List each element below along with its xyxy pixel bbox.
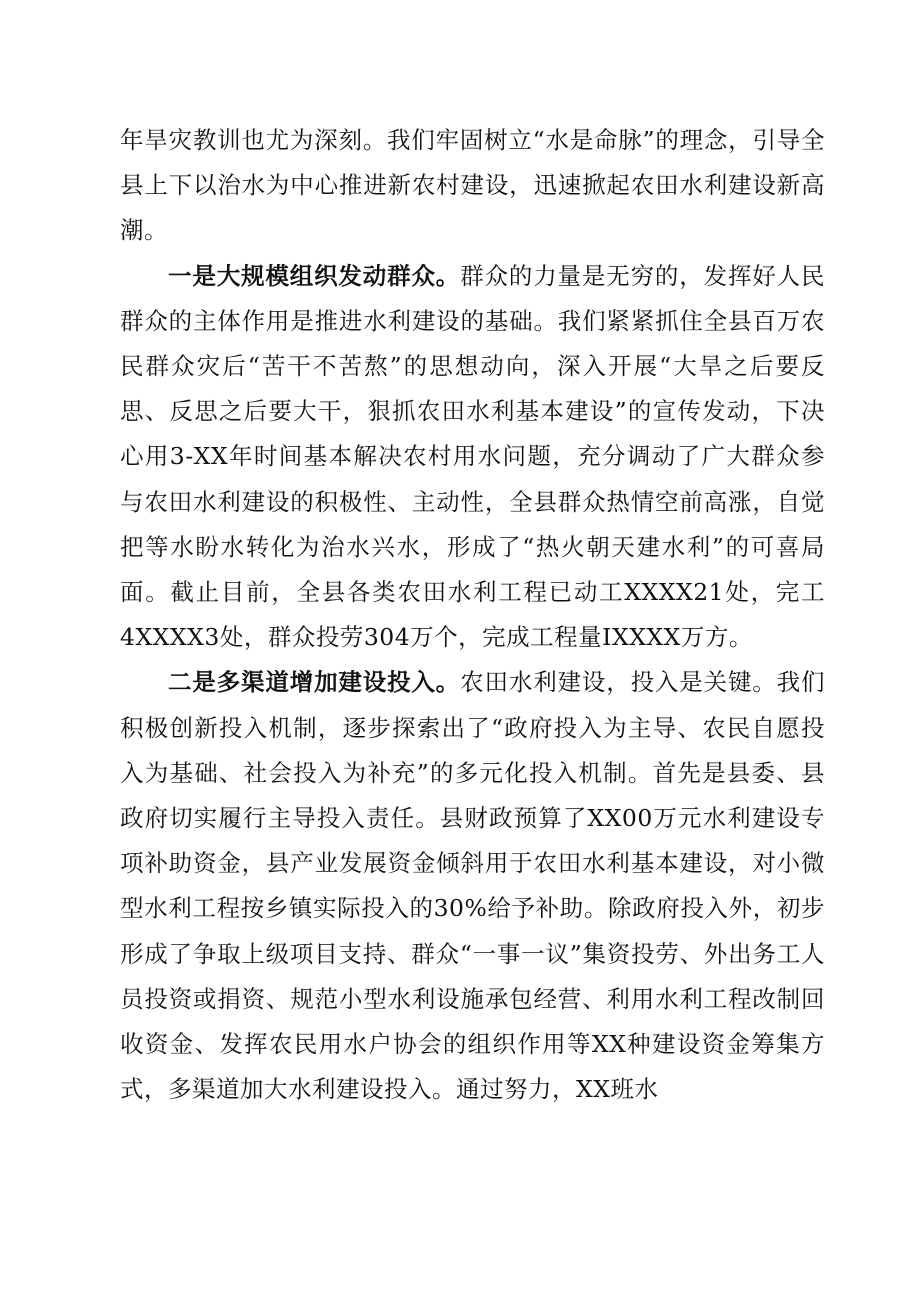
paragraph-text: 群众的力量是无穷的，发挥好人民群众的主体作用是推进水利建设的基础。我们紧紧抓住全县百万农民群众灾后“苦干不苦熬”的思想动向，深入开展“大旱之后要反思、反思之后要大干，狠抓农田水利基本建设”的宣传发动，下决心用3-XX年时间基本解决农村用水问题，充分调动了广大群众参与农田水利建设的积极性、主动性，全县群众热情空前高涨，自觉把等水盼水转化为治水兴水，形成了“热火朝天建水利”的可喜局面。截止目前，全县各类农田水利工程已动工XXXX21处，完工4XXXX3处，群众投劳304万个，完成工程量IXXXX万方。 (120, 261, 826, 652)
paragraph-increase-investment (120, 660, 825, 1112)
paragraph-heading: 二是多渠道增加建设投入。 (168, 668, 461, 697)
paragraph-heading: 一是大规模组织发动群众。 (168, 261, 461, 290)
paragraph-continuation (120, 118, 825, 254)
body-text (120, 118, 825, 1112)
paragraph-text: 农田水利建设，投入是关键。我们积极创新投入机制，逐步探索出了“政府投入为主导、农民自愿投入为基础、社会投入为补充”的多元化投入机制。首先是县委、县政府切实履行主导投入责任。县财政预算了XX00万元水利建设专项补助资金，县产业发展资金倾斜用于农田水利基本建设，对小微型水利工程按乡镇实际投入的30%给予补助。除政府投入外，初步形成了争取上级项目支持、群众“一事一议”集资投劳、外出务工人员投资或捐资、规范小型水利设施承包经营、利用水利工程改制回收资金、发挥农民用水户协会的组织作用等XX种建设资金筹集方式，多渠道加大水利建设投入。通过努力，XX班水 (120, 668, 826, 1104)
paragraph-mobilize-masses (120, 254, 825, 661)
paragraph-text: 年旱灾教训也尤为深刻。我们牢固树立“水是命脉”的理念，引导全县上下以治水为中心推进新农村建设，迅速掀起农田水利建设新高潮。 (120, 126, 825, 245)
